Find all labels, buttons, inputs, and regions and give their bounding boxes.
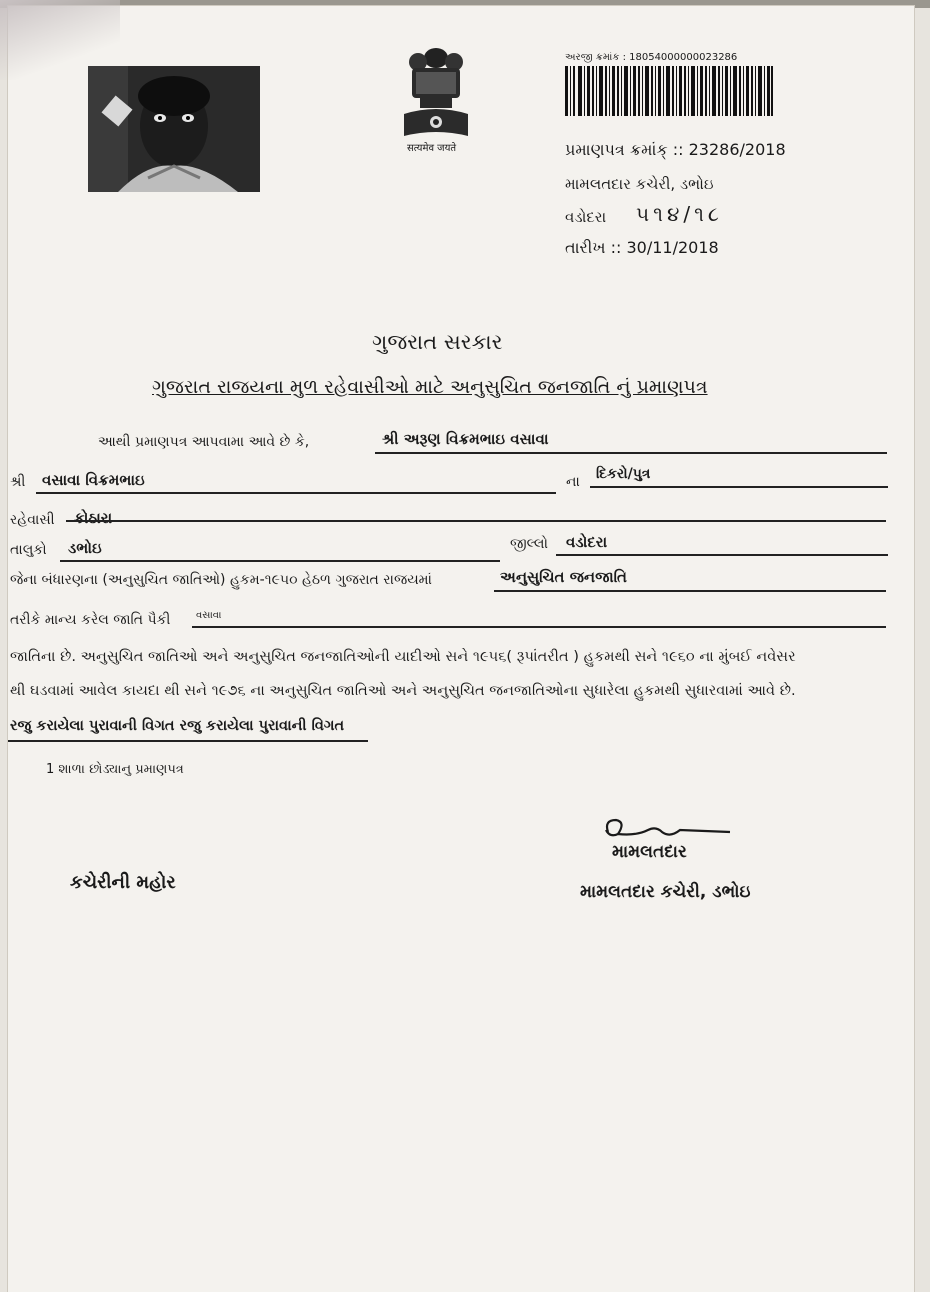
- order-line: [494, 590, 886, 592]
- issuing-office: મામલતદાર કચેરી, ડભોઇ: [565, 175, 714, 193]
- relation-value: દિકરો/પુત્ર: [596, 466, 651, 482]
- inward-number: ૫૧૪/૧૮: [636, 202, 723, 226]
- applicant-name: શ્રી અરૂણ વિક્રમભાઇ વસાવા: [382, 430, 549, 448]
- header-district: વડોદરા: [565, 208, 607, 226]
- caste-line: [192, 626, 886, 628]
- emblem-motto: सत्यमेव जयते: [407, 143, 457, 154]
- order-value: અનુસુચિત જનજાતિ: [500, 568, 627, 586]
- order-text: જેના બંધારણના (અનુસુચિત જાતિઓ) હુકમ-૧૯૫૦ હેઠળ ગુજરાત રાજયમાં: [10, 572, 432, 588]
- national-emblem-icon: [396, 36, 476, 154]
- relation-line: [590, 486, 888, 488]
- evidence-underline: [8, 740, 368, 742]
- father-name-line: [36, 492, 556, 494]
- signature-mark: [596, 812, 736, 846]
- applicant-name-line: [375, 452, 887, 454]
- district-value: વડોદરા: [566, 533, 608, 551]
- paragraph-line-1: જાતિના છે. અનુસુચિત જાતિઓ અને અનુસુચિત જનજાતિઓની યાદીઓ સને ૧૯૫૬( રૂપાંતરીત ) હુકમથી સને ૧૯૬૦ ના મુંબઈ નવેસર: [10, 648, 796, 665]
- taluka-value: ડભોઇ: [68, 539, 102, 557]
- district-label: જીલ્લો: [510, 536, 548, 552]
- taluka-line: [60, 560, 500, 562]
- taluka-label: તાલુકો: [10, 542, 47, 558]
- resident-line: [66, 520, 886, 522]
- barcode: [565, 66, 773, 116]
- father-name: વસાવા વિક્રમભાઇ: [42, 471, 145, 489]
- application-number: અરજી ક્રમાંક : 18054000000023286: [565, 52, 738, 63]
- evidence-item: 1 શાળા છોડ્યાનુ પ્રમાણપત્ર: [46, 762, 184, 777]
- shri-label: શ્રી: [10, 474, 26, 490]
- certificate-number: પ્રમાણપત્ર ક્રમાંક્ :: 23286/2018: [565, 140, 786, 159]
- resident-value: કોઠારા: [74, 509, 113, 527]
- evidence-heading: રજુ કરાયેલા પુરાવાની વિગત રજુ કરાયેલા પુરાવાની વિગત: [10, 718, 345, 734]
- office-seal-label: કચેરીની મહોર: [70, 872, 176, 893]
- applicant-photo: [88, 66, 260, 192]
- certificate-title: ગુજરાત રાજયના મુળ રહેવાસીઓ માટે અનુસુચિત જનજાતિ નું પ્રમાણપત્ર: [152, 376, 708, 398]
- paragraph-line-2: થી ઘડવામાં આવેલ કાયદા થી સને ૧૯૭૬ ના અનુસુચિત જાતિઓ અને અનુસુચિત જનજાતિઓના સુધારેલા હુકમથી સુધારવામાં આવે છે.: [10, 682, 796, 699]
- government-title: ગુજરાત સરકાર: [372, 330, 503, 354]
- caste-label: તરીકે માન્ય કરેલ જાતિ પૈકી: [10, 612, 171, 628]
- signatory-title: મામલતદાર: [612, 842, 687, 862]
- issue-date: તારીખ :: 30/11/2018: [565, 238, 719, 257]
- intro-text: આથી પ્રમાણપત્ર આપવામા આવે છે કે,: [98, 434, 310, 450]
- district-line: [556, 554, 888, 556]
- resident-label: રહેવાસી: [10, 512, 55, 528]
- caste-value: વસાવા: [196, 610, 222, 621]
- na-label: ના: [566, 474, 580, 490]
- signatory-office: મામલતદાર કચેરી, ડભોઇ: [580, 882, 751, 902]
